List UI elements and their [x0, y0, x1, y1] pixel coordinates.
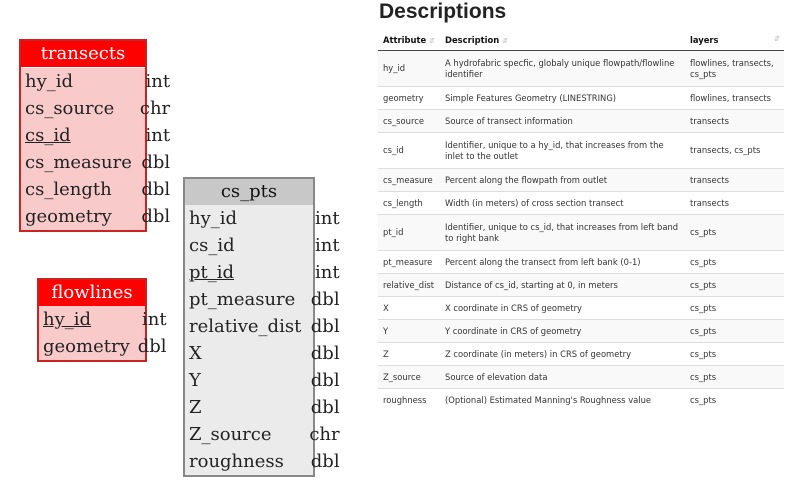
field-name: geometry	[25, 206, 112, 227]
field-type: dbl	[141, 206, 171, 227]
cell-layers: cs_pts	[685, 297, 784, 320]
cell-attribute: relative_dist	[378, 274, 440, 297]
cell-layers: cs_pts	[685, 343, 784, 366]
field-type: chr	[309, 424, 340, 445]
field-name: cs_id	[189, 235, 235, 256]
entity-transects	[19, 39, 171, 232]
field-name: Y	[189, 370, 201, 391]
description-row	[378, 251, 784, 274]
column-header-attribute[interactable]	[378, 30, 440, 51]
cell-description: Source of elevation data	[440, 366, 685, 389]
description-row	[378, 110, 784, 133]
cell-attribute: pt_id	[378, 215, 440, 251]
field-type: dbl	[141, 179, 171, 200]
cell-attribute: cs_id	[378, 133, 440, 169]
description-row	[378, 51, 784, 87]
entity-field-row	[21, 95, 174, 122]
description-row	[378, 169, 784, 192]
cell-layers: cs_pts	[685, 320, 784, 343]
field-type: dbl	[310, 451, 340, 472]
entity-field-row	[185, 421, 344, 448]
cell-description: Y coordinate in CRS of geometry	[440, 320, 685, 343]
field-name: geometry	[43, 336, 130, 357]
cell-attribute: geometry	[378, 87, 440, 110]
cell-layers: cs_pts	[685, 389, 784, 412]
descriptions-table	[378, 30, 784, 412]
field-type: dbl	[310, 343, 340, 364]
cell-description: Source of transect information	[440, 110, 685, 133]
field-name: cs_source	[25, 98, 115, 119]
field-name: hy_id	[25, 71, 74, 92]
field-type: int	[315, 235, 340, 256]
entity-field-row	[39, 333, 171, 360]
entity-fields	[39, 306, 171, 360]
cell-layers: transects	[685, 169, 784, 192]
entity-fields	[185, 205, 344, 475]
field-name: cs_length	[25, 179, 112, 200]
entity-field-row	[185, 232, 344, 259]
field-type: int	[315, 262, 340, 283]
sort-icon[interactable]: ⇵	[774, 35, 780, 43]
entity-title: transects	[21, 41, 145, 68]
entity-field-row	[185, 205, 344, 232]
field-type: dbl	[310, 316, 340, 337]
field-name: relative_dist	[189, 316, 302, 337]
description-row	[378, 343, 784, 366]
column-header-layers[interactable]	[685, 30, 784, 51]
cell-layers: transects	[685, 110, 784, 133]
description-row	[378, 320, 784, 343]
entity-title: cs_pts	[185, 179, 313, 205]
field-type: dbl	[310, 289, 340, 310]
cell-attribute: cs_measure	[378, 169, 440, 192]
description-row	[378, 274, 784, 297]
cell-layers: flowlines, transects	[685, 87, 784, 110]
cell-description: Percent along the flowpath from outlet	[440, 169, 685, 192]
field-name: pt_id	[189, 262, 235, 283]
entity-field-row	[185, 394, 344, 421]
entity-field-row	[185, 367, 344, 394]
cell-layers: cs_pts	[685, 274, 784, 297]
cell-description: (Optional) Estimated Manning's Roughness value	[440, 389, 685, 412]
description-row	[378, 366, 784, 389]
cell-layers: cs_pts	[685, 366, 784, 389]
descriptions-header-row	[378, 30, 784, 51]
cell-description: Identifier, unique to a hy_id, that increases from the inlet to the outlet	[440, 133, 685, 169]
cell-description: Distance of cs_id, starting at 0, in meters	[440, 274, 685, 297]
cell-description: Z coordinate (in meters) in CRS of geometry	[440, 343, 685, 366]
description-row	[378, 133, 784, 169]
cell-attribute: cs_length	[378, 192, 440, 215]
field-type: dbl	[141, 152, 171, 173]
cell-layers: flowlines, transects, cs_pts	[685, 51, 784, 87]
cell-attribute: cs_source	[378, 110, 440, 133]
field-type: int	[141, 309, 167, 330]
column-header-label: Attribute	[383, 35, 427, 45]
entity-field-row	[185, 448, 344, 475]
cell-description: Simple Features Geometry (LINESTRING)	[440, 87, 685, 110]
cell-layers: transects, cs_pts	[685, 133, 784, 169]
cell-attribute: Z	[378, 343, 440, 366]
cell-description: Percent along the transect from left bank (0-1)	[440, 251, 685, 274]
entity-cs-pts	[183, 177, 340, 477]
cell-layers: transects	[685, 192, 784, 215]
cell-attribute: roughness	[378, 389, 440, 412]
cell-description: Identifier, unique to cs_id, that increases from left band to right bank	[440, 215, 685, 251]
cell-layers: cs_pts	[685, 215, 784, 251]
column-header-label: layers	[690, 35, 719, 45]
field-type: dbl	[310, 397, 340, 418]
entity-field-row	[21, 203, 174, 230]
descriptions-title: Descriptions	[379, 0, 507, 23]
cell-attribute: Z_source	[378, 366, 440, 389]
column-header-description[interactable]	[440, 30, 685, 51]
entity-field-row	[185, 259, 344, 286]
sort-icon[interactable]: ⇵	[502, 37, 509, 45]
entity-flowlines	[37, 278, 167, 362]
description-row	[378, 297, 784, 320]
cell-attribute: X	[378, 297, 440, 320]
description-row	[378, 389, 784, 412]
cell-attribute: Y	[378, 320, 440, 343]
field-type: int	[145, 71, 171, 92]
field-name: hy_id	[43, 309, 92, 330]
field-type: dbl	[137, 336, 167, 357]
field-name: X	[189, 343, 202, 364]
field-name: Z	[189, 397, 202, 418]
column-header-label: Description	[445, 35, 500, 45]
cell-description: Width (in meters) of cross section transect	[440, 192, 685, 215]
field-name: hy_id	[189, 208, 238, 229]
field-type: int	[145, 125, 171, 146]
description-row	[378, 215, 784, 251]
cell-description: X coordinate in CRS of geometry	[440, 297, 685, 320]
entity-title: flowlines	[39, 280, 145, 306]
description-row	[378, 192, 784, 215]
field-name: roughness	[189, 451, 284, 472]
entity-fields	[21, 68, 174, 230]
field-name: cs_measure	[25, 152, 132, 173]
entity-field-row	[21, 149, 174, 176]
field-type: chr	[139, 98, 171, 119]
field-name: pt_measure	[189, 289, 296, 310]
cell-layers: cs_pts	[685, 251, 784, 274]
field-name: Z_source	[189, 424, 272, 445]
sort-icon[interactable]: ⇵	[429, 37, 436, 45]
cell-attribute: pt_measure	[378, 251, 440, 274]
description-row	[378, 87, 784, 110]
entity-field-row	[21, 68, 174, 95]
entity-field-row	[185, 340, 344, 367]
entity-field-row	[39, 306, 171, 333]
field-type: int	[315, 208, 340, 229]
field-name: cs_id	[25, 125, 71, 146]
cell-attribute: hy_id	[378, 51, 440, 87]
field-type: dbl	[310, 370, 340, 391]
entity-field-row	[185, 313, 344, 340]
entity-field-row	[185, 286, 344, 313]
entity-field-row	[21, 176, 174, 203]
entity-field-row	[21, 122, 174, 149]
cell-description: A hydrofabric specfic, globaly unique flowpath/flowline identifier	[440, 51, 685, 87]
